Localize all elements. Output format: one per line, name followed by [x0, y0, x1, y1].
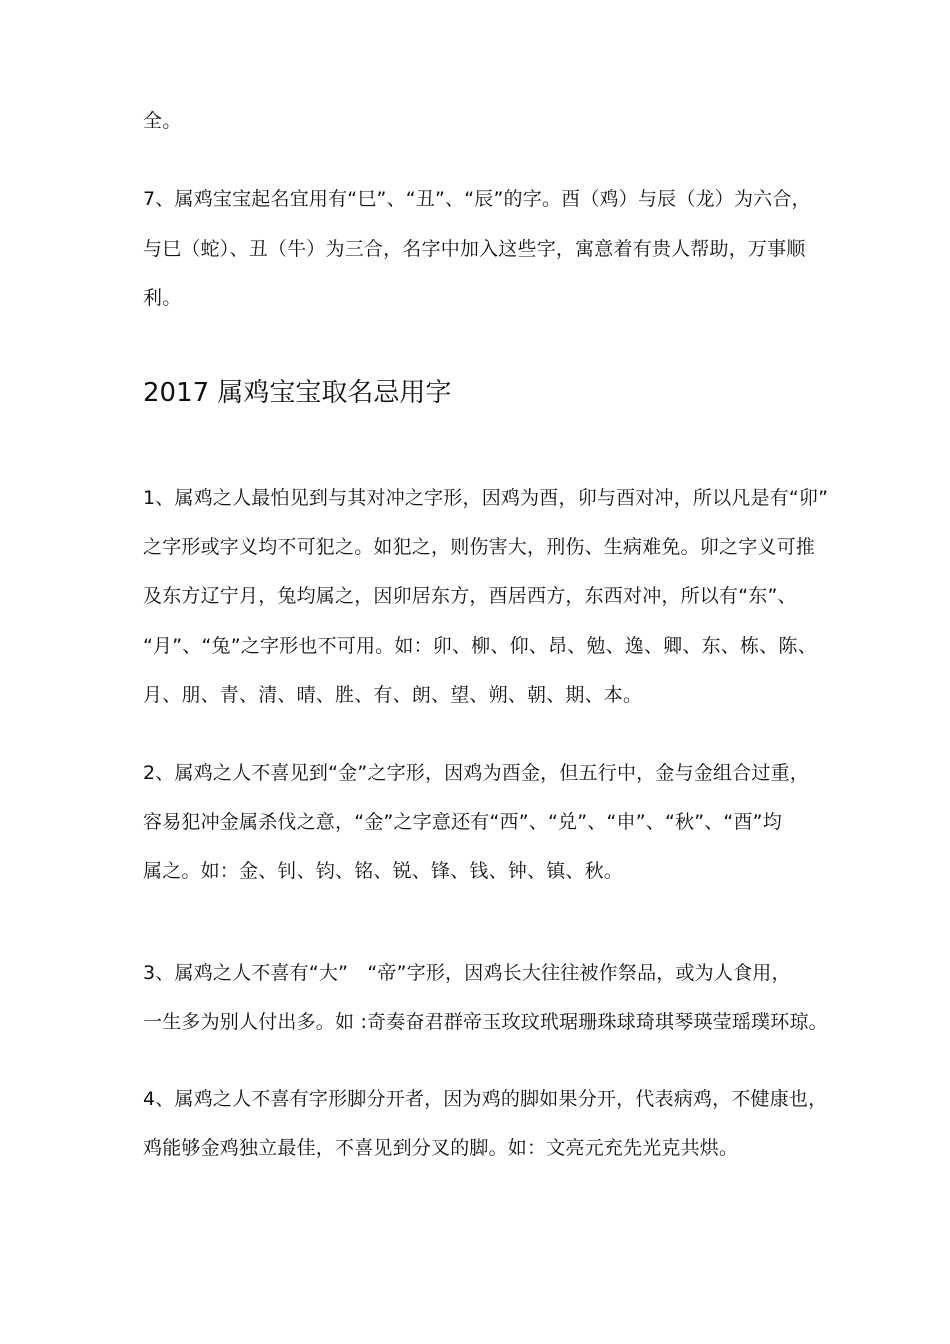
paragraph-line: 容易犯冲金属杀伐之意，“金”之字意还有“西”、“兑”、“申”、“秋”、“酉”均: [143, 811, 782, 833]
paragraph-line: 之字形或字义均不可犯之。如犯之，则伤害大，刑伤、生病难免。卯之字义可推: [143, 536, 816, 558]
paragraph-line: 月、朋、青、清、晴、胜、有、朗、望、朔、朝、期、本。: [143, 684, 643, 706]
paragraph-line: 3、属鸡之人不喜有“大” “帝”字形，因鸡长大往往被作祭品，或为人食用，: [143, 962, 791, 984]
paragraph-line: 属之。如：金、钊、钧、铭、锐、锋、钱、钟、镇、秋。: [143, 860, 624, 882]
paragraph-line: “月”、“兔”之字形也不可用。如：卯、柳、仰、昂、勉、逸、卿、东、栋、陈、: [143, 635, 817, 657]
paragraph-line: 及东方辽宁月，兔均属之，因卯居东方，酉居西方，东西对冲，所以有“东”、: [143, 585, 797, 607]
paragraph-line: 7、属鸡宝宝起名宜用有“巳”、“丑”、“辰”的字。酉（鸡）与辰（龙）为六合，: [143, 188, 811, 210]
paragraph-line: 与巳（蛇）、丑（牛）为三合，名字中加入这些字，寓意着有贵人帮助，万事顺: [143, 238, 806, 260]
paragraph-line: 2、属鸡之人不喜见到“金”之字形，因鸡为酉金，但五行中，金与金组合过重，: [143, 762, 809, 784]
section-heading: 2017 属鸡宝宝取名忌用字: [143, 378, 452, 408]
paragraph-line: 鸡能够金鸡独立最佳，不喜见到分叉的脚。如：文亮元充先光克共烘。: [143, 1137, 739, 1159]
paragraph-line: 一生多为别人付出多。如 :奇奏奋君群帝玉玫玟玳琚珊珠球琦琪琴瑛莹瑶璞环琼。: [143, 1011, 828, 1033]
paragraph-line: 4、属鸡之人不喜有字形脚分开者，因为鸡的脚如果分开，代表病鸡，不健康也，: [143, 1088, 828, 1110]
paragraph-line: 全。: [143, 110, 182, 132]
paragraph-line: 1、属鸡之人最怕见到与其对冲之字形，因鸡为酉，卯与酉对冲，所以凡是有“卯”: [143, 487, 829, 509]
paragraph-line: 利。: [143, 287, 182, 309]
